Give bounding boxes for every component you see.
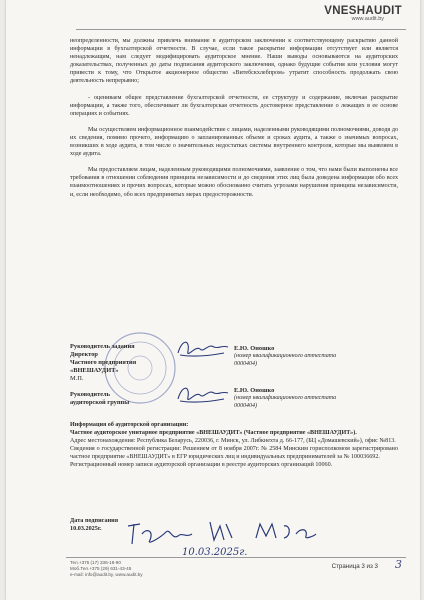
footer-divider (66, 557, 406, 558)
handwritten-page-number: 3 (395, 558, 402, 571)
header-divider (76, 29, 406, 30)
footer-phone: Тел.+375 (17) 336-18-90 (70, 560, 121, 565)
page-number: Страница 3 из 3 (331, 563, 378, 570)
footer-contacts (70, 560, 143, 579)
logo-text: VNESHAUDIT (324, 5, 402, 17)
document-page (6, 0, 420, 600)
logo-url: www.audit.by (351, 16, 384, 22)
handwritten-signature-1 (174, 335, 232, 361)
report-body (70, 37, 398, 199)
info-company: Частное аудиторское унитарное предприятие «ВНЕШАУДИТ» (Частное предприятие «ВНЕШАУДИТ»). (70, 430, 357, 436)
director-title: Директор (70, 351, 98, 358)
company-name-title: «ВНЕШАУДИТ» (70, 367, 119, 374)
signer-name-2: Е.Ю. Оношко (234, 387, 275, 394)
info-register-number: Регистрационный номер записи аудиторской организации в реестре аудиторских организаций 10060. (70, 462, 333, 468)
signing-date-value: 10.03.2025г. (70, 525, 102, 532)
info-registration: Сведения о государственной регистрации: Решением от 8 ноября 2007г. № 2584 Минским горисполкомом зарегистрировано частное предприятие «ВНЕШАУДИТ» в ЕГР юридических лиц и индивидуальных предпринимателей за № 100036692. (70, 446, 398, 460)
company-type-title: Частного предприятия (70, 359, 137, 366)
group-lead-title: Руководитель (70, 391, 111, 398)
signing-date (70, 517, 118, 533)
handwritten-receipt (126, 518, 346, 558)
paragraph-independence: Мы предоставляем лицам, наделенным руководящими полномочиями, заявление о том, что нами были выполнены все требования в отношении соблюдения принципа независимости и до сведения этих лиц была доведена информация обо всех взаимоотношениях и прочих вопросах, которые можно обоснованно считать угрозами нарушения принципа независимости, и, если необходимо, обо всех предпринятых мерах предосторожности. (70, 167, 398, 198)
seal-mark: М.П. (70, 375, 84, 382)
handwritten-date: 10.03.2025г. (182, 547, 248, 558)
signer-certificate-1: (номер квалификационного аттестата 0000404) (234, 353, 337, 367)
footer-email: e-mail: info@audit.by, www.audit.by (70, 572, 143, 578)
handwritten-signature-2 (174, 381, 232, 407)
auditor-info-section (70, 421, 398, 469)
paragraph-communication: Мы осуществляем информационное взаимодействие с лицами, наделенными руководящими полномочиями, доводя до их сведения, помимо прочего, информацию о запланированных объеме и сроках аудита, а также о значимых вопросах, возникших в ходе аудита, в том числе о значительных недостатках системы внутреннего контроля, которые мы выявляем в ходе аудита. (70, 126, 398, 158)
group-lead-title-2: аудиторской группы (70, 399, 130, 406)
info-address: Адрес местонахождения: Республика Беларусь, 220036, г. Минск, ул. Либкнехта д. 66-177, (БЦ «Домашевский»), офис №813. (70, 438, 396, 444)
footer-mobile: Моб.Тел.+375 (29) 631-43-45 (70, 566, 132, 572)
paragraph-going-concern: неопределенности, мы должны привлечь внимание в аудиторском заключении к соответствующему раскрытию данной информации в бухгалтерской отчетности. В случае, если такое раскрытие информации отсутствует или является ненадлежащим, нам следует модифицировать аудиторское мнение. Наши выводы основываются на аудиторских доказательствах, полученных до даты подписания аудиторского заключения, однако будущие события или условия могут привести к тому, что Открытое акционерное общество «Витебскхлебпром» утратит способность продолжать свою деятельность непрерывно; (70, 38, 398, 85)
signer-name-1: Е.Ю. Оношко (234, 345, 275, 352)
signer-certificate-2: (номер квалификационного аттестата 0000404) (234, 395, 337, 409)
engagement-lead-title: Руководитель задания (70, 343, 135, 350)
signing-date-label: Дата подписания (70, 517, 119, 524)
company-logo (324, 5, 402, 22)
info-heading: Информация об аудиторской организации: (70, 422, 189, 428)
paragraph-presentation: - оцениваем общее представление бухгалтерской отчетности, ее структуру и содержание, включая раскрытие информации, а также того, обеспечивает ли бухгалтерская отчетность достоверное представление о лежащих в ее основе операциях и событиях. (70, 94, 398, 117)
